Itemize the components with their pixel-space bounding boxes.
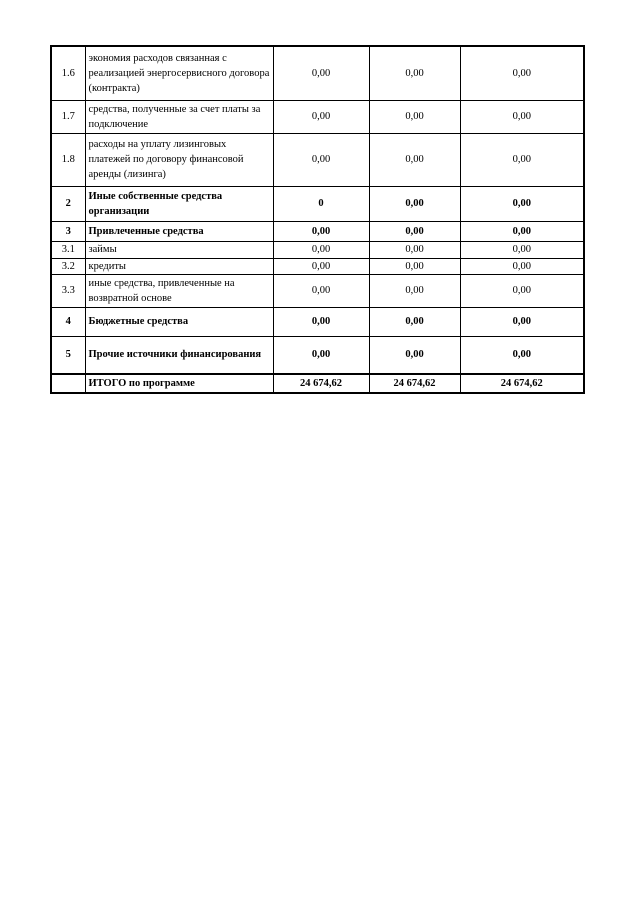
row-value-2: 0,00	[369, 307, 460, 336]
row-value-3: 0,00	[460, 186, 584, 221]
row-value-3: 0,00	[460, 336, 584, 374]
row-value-2: 0,00	[369, 258, 460, 274]
row-value-1: 0,00	[273, 274, 369, 307]
row-description: Прочие источники финансирования	[85, 336, 273, 374]
table-row	[51, 374, 584, 393]
row-value-3: 24 674,62	[460, 374, 584, 393]
row-description: Привлеченные средства	[85, 221, 273, 241]
row-value-3: 0,00	[460, 133, 584, 186]
row-value-1: 0,00	[273, 258, 369, 274]
row-number: 3.3	[51, 274, 85, 307]
row-number: 5	[51, 336, 85, 374]
row-description: средства, полученные за счет платы за подключение	[85, 100, 273, 133]
financing-table-body	[51, 46, 584, 393]
row-value-1: 24 674,62	[273, 374, 369, 393]
row-number: 1.6	[51, 46, 85, 100]
row-value-2: 0,00	[369, 100, 460, 133]
row-value-3: 0,00	[460, 258, 584, 274]
table-row	[51, 307, 584, 336]
row-value-3: 0,00	[460, 307, 584, 336]
row-number: 3.2	[51, 258, 85, 274]
row-description: экономия расходов связанная с реализацией энергосервисного договора (контракта)	[85, 46, 273, 100]
row-description: ИТОГО по программе	[85, 374, 273, 393]
row-value-3: 0,00	[460, 241, 584, 258]
row-value-3: 0,00	[460, 46, 584, 100]
document-page	[50, 45, 583, 394]
row-value-2: 0,00	[369, 336, 460, 374]
table-row	[51, 221, 584, 241]
row-number: 2	[51, 186, 85, 221]
table-row	[51, 46, 584, 100]
row-description: расходы на уплату лизинговых платежей по договору финансовой аренды (лизинга)	[85, 133, 273, 186]
table-row	[51, 258, 584, 274]
row-value-2: 0,00	[369, 186, 460, 221]
row-value-2: 0,00	[369, 221, 460, 241]
row-number: 4	[51, 307, 85, 336]
table-row	[51, 186, 584, 221]
row-value-2: 24 674,62	[369, 374, 460, 393]
row-description: кредиты	[85, 258, 273, 274]
row-value-2: 0,00	[369, 274, 460, 307]
row-value-3: 0,00	[460, 100, 584, 133]
table-row	[51, 133, 584, 186]
row-value-3: 0,00	[460, 274, 584, 307]
table-row	[51, 100, 584, 133]
row-number	[51, 374, 85, 393]
row-value-2: 0,00	[369, 46, 460, 100]
row-description: иные средства, привлеченные на возвратной основе	[85, 274, 273, 307]
row-number: 1.7	[51, 100, 85, 133]
row-value-1: 0	[273, 186, 369, 221]
financing-table	[50, 45, 585, 394]
table-row	[51, 274, 584, 307]
row-number: 3.1	[51, 241, 85, 258]
row-value-1: 0,00	[273, 307, 369, 336]
row-value-2: 0,00	[369, 241, 460, 258]
row-value-1: 0,00	[273, 241, 369, 258]
row-number: 3	[51, 221, 85, 241]
row-value-1: 0,00	[273, 133, 369, 186]
table-row	[51, 241, 584, 258]
row-value-1: 0,00	[273, 100, 369, 133]
row-number: 1.8	[51, 133, 85, 186]
row-value-1: 0,00	[273, 46, 369, 100]
row-value-3: 0,00	[460, 221, 584, 241]
row-description: займы	[85, 241, 273, 258]
row-description: Иные собственные средства организации	[85, 186, 273, 221]
row-description: Бюджетные средства	[85, 307, 273, 336]
row-value-1: 0,00	[273, 336, 369, 374]
row-value-1: 0,00	[273, 221, 369, 241]
row-value-2: 0,00	[369, 133, 460, 186]
table-row	[51, 336, 584, 374]
